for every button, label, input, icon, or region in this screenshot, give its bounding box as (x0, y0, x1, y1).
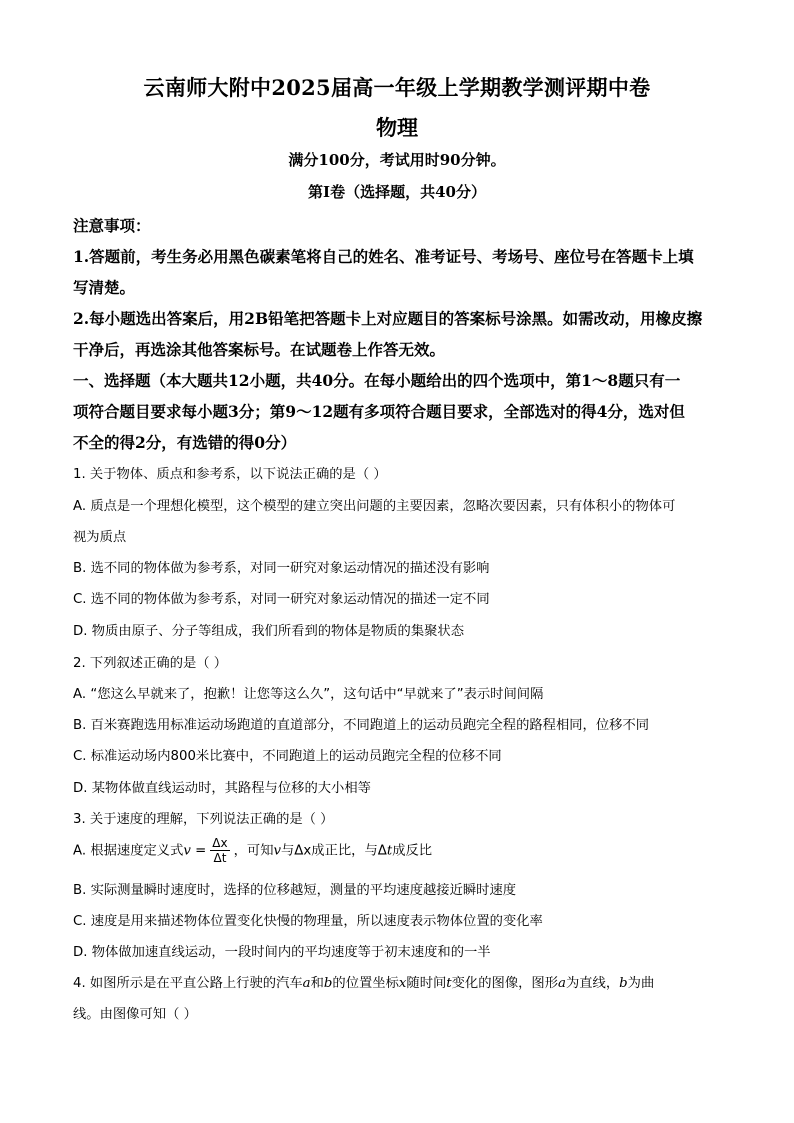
q4-text-1: 4. 如图所示是在平直公路上行驶的汽车 (73, 976, 303, 991)
q2-option-a: A. “您这么早就来了，抱歉！让您等这么久”，这句话中“早就来了”表示时间间隔 (73, 687, 544, 702)
note-1-line-1: 1.答题前，考生务必用黑色碳素笔将自己的姓名、准考证号、考场号、座位号在答题卡上填 (73, 247, 694, 266)
score-info: 满分100分，考试用时90分钟。 (288, 151, 506, 169)
time-symbol-q4: t (446, 976, 452, 991)
q4-text-5: 变化的图像，图形 (451, 976, 559, 991)
graph-a-symbol: a (558, 976, 566, 991)
q1-option-a-1: A. 质点是一个理想化模型，这个模型的建立突出问题的主要因素，忽略次要因素，只有体积小的物体可 (73, 499, 676, 514)
note-2-line-1: 2.每小题选出答案后，用2B铅笔把答题卡上对应题目的答案标号涂黑。如需改动，用橡皮擦 (73, 309, 703, 328)
q3-stem: 3. 关于速度的理解，下列说法正确的是（ ） (73, 812, 334, 827)
q3-option-a (73, 836, 432, 865)
subject-title: 物理 (376, 115, 418, 140)
section-instructions-3: 不全的得2分，有选错的得0分） (73, 433, 297, 452)
q4-text-4: 随时间 (406, 976, 447, 991)
q1-stem: 1. 关于物体、质点和参考系，以下说法正确的是（ ） (73, 467, 387, 482)
q4-text-7: 为曲 (627, 976, 655, 991)
q4-text-6: 为直线， (565, 976, 620, 991)
q4-text-2: 和 (310, 976, 324, 991)
q4-text-3: 的位置坐标 (332, 976, 399, 991)
q2-option-c: C. 标准运动场内800米比赛中，不同跑道上的运动员跑完全程的位移不同 (73, 749, 502, 764)
section-instructions-1: 一、选择题（本大题共12小题，共40分。在每小题给出的四个选项中，第1～8题只有一 (73, 371, 681, 390)
q3-a-prefix: A. 根据速度定义式 (73, 843, 184, 859)
q2-stem: 2. 下列叙述正确的是（ ） (73, 656, 228, 671)
velocity-symbol-2: v (273, 843, 282, 859)
q1-option-b: B. 选不同的物体做为参考系，对同一研究对象运动情况的描述没有影响 (73, 561, 490, 576)
note-2-line-2: 干净后，再选涂其他答案标号。在试题卷上作答无效。 (73, 340, 446, 359)
part-title: 第Ⅰ卷（选择题，共40分） (308, 183, 486, 201)
q1-option-d: D. 物质由原子、分子等组成，我们所看到的物体是物质的集聚状态 (73, 624, 465, 639)
q3-option-d: D. 物体做加速直线运动，一段时间内的平均速度等于初末速度和的一半 (73, 945, 491, 960)
equals-sign: = (190, 843, 207, 859)
exam-title: 云南师大附中2025届高一年级上学期教学测评期中卷 (143, 75, 651, 100)
car-a-symbol: a (302, 976, 311, 991)
velocity-symbol: v (183, 843, 191, 859)
section-instructions-2: 项符合题目要求每小题3分；第9～12题有多项符合题目要求，全部选对的得4分，选对但 (73, 402, 685, 421)
time-symbol: t (386, 843, 393, 859)
fraction-denominator: Δt (213, 851, 227, 865)
velocity-fraction (210, 836, 229, 865)
notes-heading: 注意事项： (73, 216, 151, 235)
note-1-line-2: 写清楚。 (73, 278, 136, 297)
q4-stem-line-2: 线。由图像可知（ ） (73, 1007, 197, 1022)
q3-a-mid-1: ，可知 (233, 843, 274, 859)
graph-b-symbol: b (619, 976, 628, 991)
position-symbol: x (398, 976, 407, 991)
q4-stem-line-1 (73, 972, 654, 991)
q2-option-d: D. 某物体做直线运动时，其路程与位移的大小相等 (73, 781, 371, 796)
q1-option-c: C. 选不同的物体做为参考系，对同一研究对象运动情况的描述一定不同 (73, 592, 490, 607)
q2-option-b: B. 百米赛跑选用标准运动场跑道的直道部分，不同跑道上的运动员跑完全程的路程相同，位移不同 (73, 718, 650, 733)
q1-option-a-2: 视为质点 (73, 530, 127, 545)
fraction-numerator: Δx (212, 836, 228, 850)
q3-a-end: 成反比 (392, 843, 433, 859)
car-b-symbol: b (323, 976, 333, 991)
q3-option-b: B. 实际测量瞬时速度时，选择的位移越短，测量的平均速度越接近瞬时速度 (73, 883, 517, 898)
q3-a-mid-2: 与Δx成正比，与Δ (281, 843, 387, 859)
q3-option-c: C. 速度是用来描述物体位置变化快慢的物理量，所以速度表示物体位置的变化率 (73, 914, 543, 929)
